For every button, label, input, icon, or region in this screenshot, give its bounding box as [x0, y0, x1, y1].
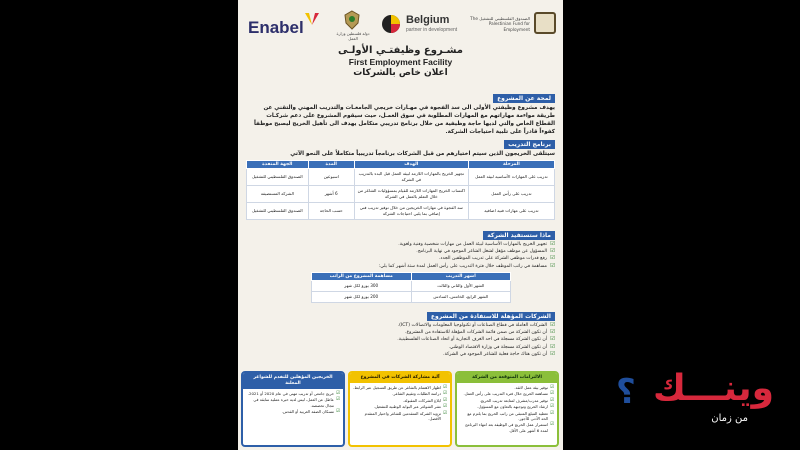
graduates-list [243, 389, 343, 418]
table-row [312, 292, 511, 303]
cell-executor: الصندوق الفلسطيني للتشغيل [247, 203, 309, 220]
col-training-months: اشهر التدريب [411, 273, 511, 281]
title-block [238, 45, 563, 78]
table-row [247, 186, 555, 203]
eligible-heading: الشركات المؤهلة للاستفادة من المشروع [427, 312, 555, 321]
list-item: ☑ الشركات العاملة في قطاع الصناعات أو تكنولوجيا المعلومات والاتصالات (ICT). [246, 322, 555, 329]
list-item: ☑ المسؤول عن موظف مؤهل لشغل الشاغر الموجود في نهاية البرنامج. [246, 248, 555, 255]
cell-goal: تجهيز الخريج بالمهارات اللازمة لبيئة العمل قبل البدء بالتدريب في الشركة [354, 169, 468, 186]
list-item: ☑ استمرار عمل الخريج في الوظيفة بعد انتهاء البرنامج لمدة 6 أشهر على الأقل. [460, 422, 554, 433]
list-item: ☑ أن تكون الشركة مسجلة في احد الغرف التجارية أو اتحاد الصناعات الفلسطينية. [246, 336, 555, 343]
cell-stage: تدريب على رأس العمل [468, 186, 554, 203]
about-text: يهدف مشروع وظيفتي الأولى الى سد الفجوة في مهـارات خريجي الجامعـات والتدريب المهني والتقني عن طريقة مواءمة مهاراتهم مع المهارات المطلوبة في سوق العمـل، حيث سيقوم المشروع على دعم شركـات القطاع الخاص والتي لديها حاجة وظيفية من خلال برنامج تدريبي متكامل يهدف الى تأهيل الخريج ليصبح موظفاً كفوءاً قادراً على تلبية احتياجات الشركة. [253, 105, 555, 135]
list-item: ☑ عاطل عن العمل، ليس لديه خبرة عملية سابقة في مجال تخصصه. [246, 397, 340, 408]
list-item: ☑ أن تكون الشركة مسجلة في وزارة الاقتصاد الوطني. [246, 344, 555, 351]
graduates-heading: الخريجين المؤهلين للتقدم للشواغر المعلنة [243, 373, 343, 389]
list-item: ☑ توفير بيئة عمل لائقة. [460, 385, 554, 390]
obligations-list [457, 383, 557, 436]
list-item: ☑ نشر الشواغر عبر البوابة الوطنية للتشغيل. [353, 404, 447, 409]
list-item: ☑ ابلاغ الشركات المقبولة. [353, 398, 447, 403]
program-text: سيتلقى الخريجون الذين سيتم اختيارهم من قبل الشركات برنامجاً تدريبياً متكاملاً على النحو الآتي [290, 151, 555, 157]
project-title-english: First Employment Facility [348, 57, 453, 67]
cell-duration: 6 أشهر [308, 186, 354, 203]
cell-amount: 300 يورو لكل شهر [312, 281, 412, 292]
watermark-question-mark: ؟ [616, 372, 636, 412]
ministry-name: دولة فلسطين وزارة العمل [336, 31, 370, 41]
program-table [246, 160, 555, 220]
col-salary-contribution: مساهمة المشروع من الراتب [312, 273, 412, 281]
table-row [247, 169, 555, 186]
list-item: ☑ ارشاد الخريج وتوجيهه بالتعاون مع المسؤول. [460, 404, 554, 409]
cell-stage: تدريب على المهارات الأساسية لبيئة العمل [468, 169, 554, 186]
watermark-logo-text: وينـــك [652, 368, 774, 409]
site-watermark [616, 368, 788, 438]
enabel-logo: Enabel [248, 18, 304, 37]
cell-executor: الشركة المستضيفة [247, 186, 309, 203]
participation-heading: آلية مشاركة الشركات في المشروع [350, 373, 450, 383]
ministry-crest-icon [343, 10, 361, 30]
list-item: ☑ توفير مدرب/مشرف لمتابعة تدريب الخريج. [460, 398, 554, 403]
belgium-logo-text: Belgium [406, 14, 450, 26]
announcement-subtitle: اعلان خاص بالشركات [353, 68, 448, 78]
cell-months: الشهر الرابع، الخامس، السادس [411, 292, 511, 303]
col-duration: المدة [308, 161, 354, 169]
eligible-list [246, 322, 555, 358]
obligations-heading: الالتزامات المتوقعة من الشركة [457, 373, 557, 383]
list-item: ☑ أن تكون هناك حاجة فعلية للشاغر الموجود في الشركة. [246, 351, 555, 358]
participation-box [348, 371, 452, 447]
program-heading: برنامج التدريب [504, 140, 555, 149]
list-item: ☑ مسكان الضفة الغربية أو القدس. [246, 409, 340, 414]
list-item: ☑ مساهمة في راتب الموظف خلال فترة التدريب على رأس العمل لمدة ستة أشهر كما يلي: [246, 263, 555, 270]
watermark-subtitle: من زمان [711, 413, 748, 424]
about-heading: لمحة عن المشروع [493, 94, 555, 103]
list-item: ☑ اظهار الاهتمام بالشاغر عن طريق التسجيل عبر الرابط. [353, 385, 447, 390]
col-goal: الهدف [354, 161, 468, 169]
contribution-table-header [312, 273, 511, 281]
participation-list [350, 383, 450, 424]
list-item: ☑ تزويد الشركة المتقدمين للشاغر واختيار المتقدم الأفضل. [353, 411, 447, 422]
cell-executor: الصندوق الفلسطيني للتشغيل [247, 169, 309, 186]
program-table-header [247, 161, 555, 169]
list-item: ☑ أن تكون الشركة من ضمن قائمة الشركات المؤهلة للاستفادة من المشروع. [246, 329, 555, 336]
list-item: ☑ خريج جامعي أو تدريب مهني في عام 2020 أو 2021. [246, 391, 340, 396]
enabel-mark-icon [305, 13, 319, 25]
cell-duration: اسبوعين [308, 169, 354, 186]
contribution-table [311, 272, 511, 303]
list-item: ☑ دراسة الطلبات وتقييم الشاغر. [353, 391, 447, 396]
project-title-arabic: مشـروع وظيفتـي الأولـى [338, 45, 463, 56]
list-item: ☑ تغطية المبلغ المتبقي من راتب الخريج بما يلتزم مع الحد الأدنى للأجور. [460, 411, 554, 422]
graduates-box [241, 371, 345, 447]
obligations-box [455, 371, 559, 447]
palestinian-fund-name: الصندوق الفلسطيني للتشغيل The Palestinian Fund for Employment [470, 16, 530, 32]
palestinian-fund-badge-icon [534, 12, 556, 34]
cell-goal: سد الفجوة في مهارات الخريجين من خلال توفير تدريب فني إضافي بما يلبي احتياجات الشركة [354, 203, 468, 220]
table-row [312, 281, 511, 292]
cell-goal: اكتساب الخريج المهارات اللازمة للقيام بمسؤوليات الشاغر من خلال التعلم بالعمل في الشركة [354, 186, 468, 203]
list-item: ☑ تجهيز الخريج بالمهارات الأساسية لبيئة العمل من مهارات شخصية وفنية ولغوية. [246, 241, 555, 248]
benefits-heading: ماذا ستستفيد الشركة [483, 231, 555, 240]
belgium-logo-icon [381, 14, 401, 34]
cell-duration: حسب الحاجة [308, 203, 354, 220]
belgium-logo-subtitle: partner in development [406, 27, 458, 33]
logos-bar [238, 4, 563, 42]
table-row [247, 203, 555, 220]
cell-amount: 200 يورو لكل شهر [312, 292, 412, 303]
cell-months: الشهر الأول والثاني والثالث [411, 281, 511, 292]
announcement-poster [238, 0, 563, 450]
col-executor: الجهة المنفذة [247, 161, 309, 169]
col-stage: المرحلة [468, 161, 554, 169]
list-item: ☑ مساهمة الخريج خلال فترة التدريب على رأس العمل. [460, 391, 554, 396]
benefits-list [246, 241, 555, 270]
cell-stage: تدريب على مهارات فنية اضافية [468, 203, 554, 220]
list-item: ☑ رفع قدرات موظفي الشركة على تدريب الموظفين الجدد. [246, 255, 555, 262]
